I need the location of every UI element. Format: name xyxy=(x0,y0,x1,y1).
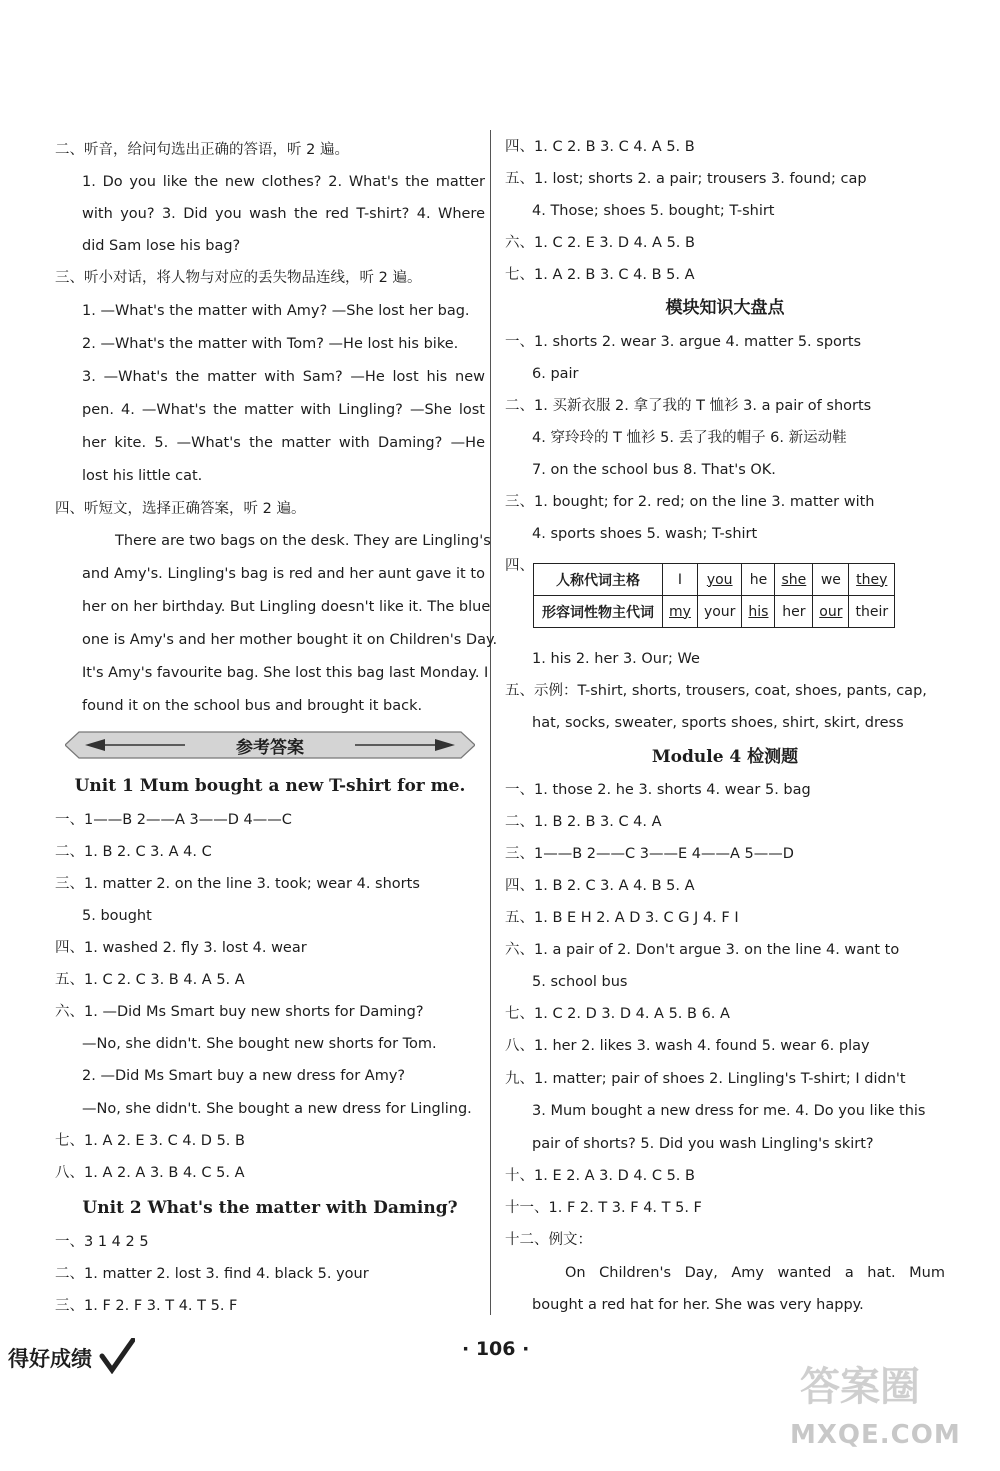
table-row xyxy=(534,596,895,628)
table-row xyxy=(534,564,895,596)
table-cell: their xyxy=(849,596,895,628)
answer-line: 六、1. a pair of 2. Don't argue 3. on the line 4. want to xyxy=(505,942,900,958)
answer-line: 十一、1. F 2. T 3. F 4. T 5. F xyxy=(505,1200,702,1216)
answer-line: 二、1. 买新衣服 2. 拿了我的 T 恤衫 3. a pair of shorts xyxy=(505,398,872,414)
text-line: 3. —What's the matter with Sam? —He lost his new xyxy=(82,369,485,385)
banner-title: 参考答案 xyxy=(236,738,304,758)
passage-line: There are two bags on the desk. They are Lingling's xyxy=(115,533,491,549)
answer-line: 6. pair xyxy=(532,366,579,382)
answer-line: 三、1. F 2. F 3. T 4. T 5. F xyxy=(55,1298,238,1314)
table-cell: they xyxy=(849,564,895,596)
answer-line: —No, she didn't. She bought a new dress for Lingling. xyxy=(82,1101,472,1117)
table-cell: her xyxy=(775,596,813,628)
answer-line: 4. sports shoes 5. wash; T-shirt xyxy=(532,526,758,542)
unit-title: Unit 1 Mum bought a new T-shirt for me. xyxy=(74,776,466,796)
text-line: 2. —What's the matter with Tom? —He lost his bike. xyxy=(82,336,459,352)
answer-line: pair of shorts? 5. Did you wash Lingling's skirt? xyxy=(532,1136,874,1152)
publisher-logo xyxy=(8,1338,135,1374)
table-cell: your xyxy=(697,596,741,628)
table-cell: we xyxy=(813,564,849,596)
answer-line: 八、1. A 2. A 3. B 4. C 5. A xyxy=(55,1165,245,1181)
text-line: 1. Do you like the new clothes? 2. What's the matter xyxy=(82,174,485,190)
answer-line: 六、1. C 2. E 3. D 4. A 5. B xyxy=(505,235,695,251)
answer-line: 八、1. her 2. likes 3. wash 4. found 5. wear 6. play xyxy=(505,1038,870,1054)
text-line: did Sam lose his bag? xyxy=(82,238,241,254)
watermark-logo: 答案圈 xyxy=(800,1364,920,1410)
answer-line: 十、1. E 2. A 3. D 4. C 5. B xyxy=(505,1168,695,1184)
table-row-label: 人称代词主格 xyxy=(534,564,663,596)
answer-line: 二、1. B 2. C 3. A 4. C xyxy=(55,844,212,860)
answer-line: —No, she didn't. She bought new shorts for Tom. xyxy=(82,1036,437,1052)
page-number: · 106 · xyxy=(462,1338,530,1360)
table-cell: you xyxy=(697,564,741,596)
essay-line: On Children's Day, Amy wanted a hat. Mum xyxy=(565,1265,945,1281)
answer-line: 1. his 2. her 3. Our; We xyxy=(532,651,700,667)
table-cell: our xyxy=(813,596,849,628)
answer-line: 一、1——B 2——A 3——D 4——C xyxy=(55,812,292,828)
pronoun-table xyxy=(533,563,895,628)
section-heading: 四、听短文，选择正确答案，听 2 遍。 xyxy=(55,501,306,517)
answer-line: 三、1. bought; for 2. red; on the line 3. matter with xyxy=(505,494,875,510)
answer-line: 四、1. C 2. B 3. C 4. A 5. B xyxy=(505,139,695,155)
passage-line: her on her birthday. But Lingling doesn't like it. The blue xyxy=(82,599,491,615)
answer-line: 七、1. C 2. D 3. D 4. A 5. B 6. A xyxy=(505,1006,730,1022)
passage-line: and Amy's. Lingling's bag is red and her aunt gave it to xyxy=(82,566,485,582)
text-line: with you? 3. Did you wash the red T-shirt? 4. Where xyxy=(82,206,485,222)
answer-line: 3. Mum bought a new dress for me. 4. Do you like this xyxy=(532,1103,926,1119)
answer-line: 二、1. B 2. B 3. C 4. A xyxy=(505,814,662,830)
answer-line: 四、1. B 2. C 3. A 4. B 5. A xyxy=(505,878,695,894)
column-divider xyxy=(490,130,491,1315)
answer-line: 一、1. shorts 2. wear 3. argue 4. matter 5. sports xyxy=(505,334,862,350)
answer-line: 六、1. —Did Ms Smart buy new shorts for Daming? xyxy=(55,1004,424,1020)
answer-line: 4. Those; shoes 5. bought; T-shirt xyxy=(532,203,775,219)
checkmark-icon xyxy=(99,1338,135,1374)
answer-line: 7. on the school bus 8. That's OK. xyxy=(532,462,776,478)
answer-line: 四、 xyxy=(505,558,534,574)
answer-line: hat, socks, sweater, sports shoes, shirt, skirt, dress xyxy=(532,715,904,731)
answer-line: 五、示例：T-shirt, shorts, trousers, coat, shoes, pants, cap, xyxy=(505,683,927,699)
unit-title: Unit 2 What's the matter with Daming? xyxy=(82,1198,458,1218)
passage-line: It's Amy's favourite bag. She lost this bag last Monday. I xyxy=(82,665,489,681)
table-cell: I xyxy=(663,564,698,596)
answer-line: 二、1. matter 2. lost 3. find 4. black 5. your xyxy=(55,1266,369,1282)
answer-line: 十二、例文： xyxy=(505,1232,592,1248)
answer-line: 2. —Did Ms Smart buy a new dress for Amy? xyxy=(82,1068,406,1084)
watermark-url: MXQE.COM xyxy=(790,1420,961,1450)
answer-line: 四、1. washed 2. fly 3. lost 4. wear xyxy=(55,940,307,956)
answer-line: 七、1. A 2. B 3. C 4. B 5. A xyxy=(505,267,695,283)
answer-line: 三、1——B 2——C 3——E 4——A 5——D xyxy=(505,846,794,862)
section-heading: 二、听音，给问句选出正确的答语，听 2 遍。 xyxy=(55,142,349,158)
passage-line: one is Amy's and her mother bought it on Children's Day. xyxy=(82,632,498,648)
answer-line: 七、1. A 2. E 3. C 4. D 5. B xyxy=(55,1133,245,1149)
passage-line: found it on the school bus and brought it back. xyxy=(82,698,423,714)
text-line: 1. —What's the matter with Amy? —She lost her bag. xyxy=(82,303,470,319)
text-line: her kite. 5. —What's the matter with Daming? —He xyxy=(82,435,485,451)
answer-line: 五、1. C 2. C 3. B 4. A 5. A xyxy=(55,972,245,988)
text-line: lost his little cat. xyxy=(82,468,203,484)
answer-line: 九、1. matter; pair of shoes 2. Lingling's T-shirt; I didn't xyxy=(505,1071,906,1087)
section-title: Module 4 检测题 xyxy=(651,747,799,767)
logo-text: 得好成绩 xyxy=(8,1347,92,1371)
section-heading: 三、听小对话，将人物与对应的丢失物品连线，听 2 遍。 xyxy=(55,270,422,286)
essay-line: bought a red hat for her. She was very happy. xyxy=(532,1297,864,1313)
table-row-label: 形容词性物主代词 xyxy=(534,596,663,628)
answer-line: 5. school bus xyxy=(532,974,628,990)
answer-line: 一、1. those 2. he 3. shorts 4. wear 5. bag xyxy=(505,782,811,798)
section-title: 模块知识大盘点 xyxy=(665,298,785,318)
answer-line: 5. bought xyxy=(82,908,152,924)
answer-line: 五、1. B E H 2. A D 3. C G J 4. F I xyxy=(505,910,739,926)
answer-key-banner xyxy=(65,730,475,760)
table-cell: his xyxy=(742,596,775,628)
answer-line: 一、3 1 4 2 5 xyxy=(55,1234,149,1250)
answer-line: 三、1. matter 2. on the line 3. took; wear 4. shorts xyxy=(55,876,420,892)
table-cell: my xyxy=(663,596,698,628)
table-cell: he xyxy=(742,564,775,596)
text-line: pen. 4. —What's the matter with Lingling? —She lost xyxy=(82,402,485,418)
answer-line: 4. 穿玲玲的 T 恤衫 5. 丢了我的帽子 6. 新运动鞋 xyxy=(532,430,847,446)
table-cell: she xyxy=(775,564,813,596)
answer-line: 五、1. lost; shorts 2. a pair; trousers 3. found; cap xyxy=(505,171,867,187)
